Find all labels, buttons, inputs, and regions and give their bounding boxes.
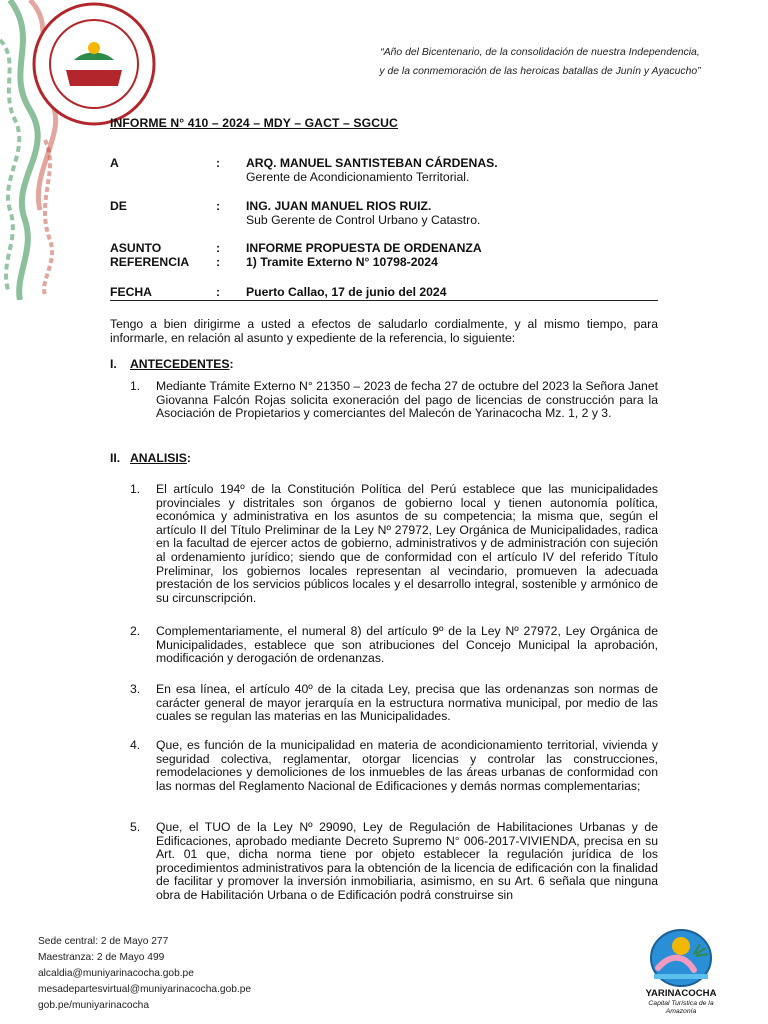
- analisis-item-4: [130, 739, 658, 793]
- footer-workshop: Maestranza: 2 de Mayo 499: [38, 952, 165, 963]
- item-number: 4.: [130, 738, 141, 752]
- footer-website[interactable]: gob.pe/muniyarinacocha: [38, 1000, 150, 1011]
- analisis-item-3: [130, 683, 658, 724]
- section-title: ANALISIS: [130, 451, 187, 465]
- colon: :: [216, 285, 221, 299]
- item-text: Complementariamente, el numeral 8) del artículo 9º de la Ley Nº 27972, Ley Orgánica de Municipalidades, establece que son atribuciones del Concejo Municipal la aprobación, modificación y derogación de ordenanzas.: [156, 624, 658, 666]
- report-title: INFORME N° 410 – 2024 – MDY – GACT – SGCUC: [110, 116, 398, 130]
- intro-paragraph: Tengo a bien dirigirme a usted a efectos de saludarlo cordialmente, y al mismo tiempo, para informarle, en relación al asunto y expediente de la referencia, lo siguiente:: [110, 317, 658, 345]
- reference-label: REFERENCIA: [110, 255, 190, 269]
- item-text: Que, es función de la municipalidad en materia de acondicionamiento territorial, vivienda y seguridad colectiva, reglamentar, otorgar licencias y controlar las construcciones, remodelaciones y demoliciones de los inmuebles de las áreas urbanas de conformidad con las normas del Reglamento Nacional de Edificaciones y demás normas complementarias;: [156, 738, 658, 793]
- section-antecedentes-heading: [110, 357, 234, 371]
- from-name: ING. JUAN MANUEL RIOS RUIZ.: [246, 199, 432, 213]
- brand-tagline: Capital Turística de la Amazonía: [648, 1000, 714, 1015]
- item-number: 1.: [130, 482, 141, 496]
- brand-name: YARINACOCHA: [645, 988, 717, 999]
- item-number: 3.: [130, 682, 141, 696]
- analisis-item-5: [130, 821, 658, 903]
- colon: :: [216, 156, 221, 170]
- colon: :: [216, 241, 221, 255]
- to-label: A: [110, 156, 119, 170]
- footer-address: Sede central: 2 de Mayo 277: [38, 936, 169, 947]
- section-title: ANTECEDENTES: [130, 357, 230, 371]
- municipal-seal-logo: [30, 0, 158, 128]
- subject-value: INFORME PROPUESTA DE ORDENANZA: [246, 241, 482, 255]
- section-analisis-heading: [110, 451, 191, 465]
- to-role: Gerente de Acondicionamiento Territorial.: [246, 170, 470, 184]
- footer-email-virtual[interactable]: mesadepartesvirtual@muniyarinacocha.gob.pe: [38, 984, 252, 995]
- section-colon: :: [229, 357, 234, 371]
- from-role: Sub Gerente de Control Urbano y Catastro.: [246, 213, 481, 227]
- section-number: II.: [110, 451, 121, 465]
- item-text: Mediante Trámite Externo N° 21350 – 2023 de fecha 27 de octubre del 2023 la Señora Janet Giovanna Falcón Rojas solicita exoneración del pago de licencias de construcción para la Asociación de Propietarios y comerciantes del Malecón de Yarinacocha Mz. 1, 2 y 3.: [156, 379, 658, 421]
- reference-value: 1) Tramite Externo N° 10798-2024: [246, 255, 438, 269]
- section-colon: :: [186, 451, 191, 465]
- item-text: Que, el TUO de la Ley Nº 29090, Ley de Regulación de Habilitaciones Urbanas y de Edificaciones, aprobado mediante Decreto Supremo N° 006-2017-VIVIENDA, precisa en su Art. 01 que, dicha norma tiene por objeto establecer la regulación jurídica de los procedimientos administrativos para la obtención de la licencia de edificación con la finalidad de facilitar y promover la inversión inmobiliaria, asimismo, en su Art. 6 señala que ninguna obra de Habilitación Urbana o de Edificación podrá construirse sin: [156, 820, 658, 902]
- footer-email[interactable]: alcaldia@muniyarinacocha.gob.pe: [38, 968, 194, 979]
- to-name: ARQ. MANUEL SANTISTEBAN CÁRDENAS.: [246, 156, 498, 170]
- item-number: 2.: [130, 624, 141, 638]
- motto-line-1: “Año del Bicentenario, de la consolidación de nuestra Independencia,: [380, 47, 700, 58]
- analisis-item-2: [130, 625, 658, 666]
- header-divider: [110, 300, 658, 301]
- yarinacocha-brand-logo: [636, 924, 726, 1016]
- colon: :: [216, 199, 221, 213]
- colon: :: [216, 255, 221, 269]
- motto-line-2: y de la conmemoración de las heroicas batallas de Junín y Ayacucho”: [379, 66, 701, 77]
- date-value: Puerto Callao, 17 de junio del 2024: [246, 285, 447, 299]
- dolphin-emblem-icon: [636, 924, 726, 988]
- item-number: 1.: [130, 379, 141, 393]
- date-label: FECHA: [110, 285, 152, 299]
- item-number: 5.: [130, 820, 141, 834]
- section-number: I.: [110, 357, 117, 371]
- item-text: El artículo 194º de la Constitución Política del Perú establece que las municipalidades provinciales y distritales son órganos de gobierno local y tienen autonomía política, económica y administrativa en los asuntos de su competencia; la misma que, según el artículo II del Título Preliminar de la Ley Nº 27972, Ley Orgánica de Municipalidades, radica en la facultad de ejercer actos de gobierno, administrativos y de administración con sujeción al ordenamiento jurídico; siendo que de conformidad con el artículo IV del referido Título Preliminar, los gobiernos locales representan al vecindario, promueven la adecuada prestación de los servicios públicos locales y el desarrollo integral, sostenible y armónico de su circunscripción.: [156, 482, 658, 605]
- item-text: En esa línea, el artículo 40º de la citada Ley, precisa que las ordenanzas son normas de carácter general de mayor jerarquía en la estructura normativa municipal, por medio de las cuales se regulan las materias en las Municipalidades.: [156, 682, 658, 724]
- antecedente-item: [130, 380, 658, 421]
- subject-label: ASUNTO: [110, 241, 162, 255]
- analisis-item-1: [130, 483, 658, 605]
- from-label: DE: [110, 199, 127, 213]
